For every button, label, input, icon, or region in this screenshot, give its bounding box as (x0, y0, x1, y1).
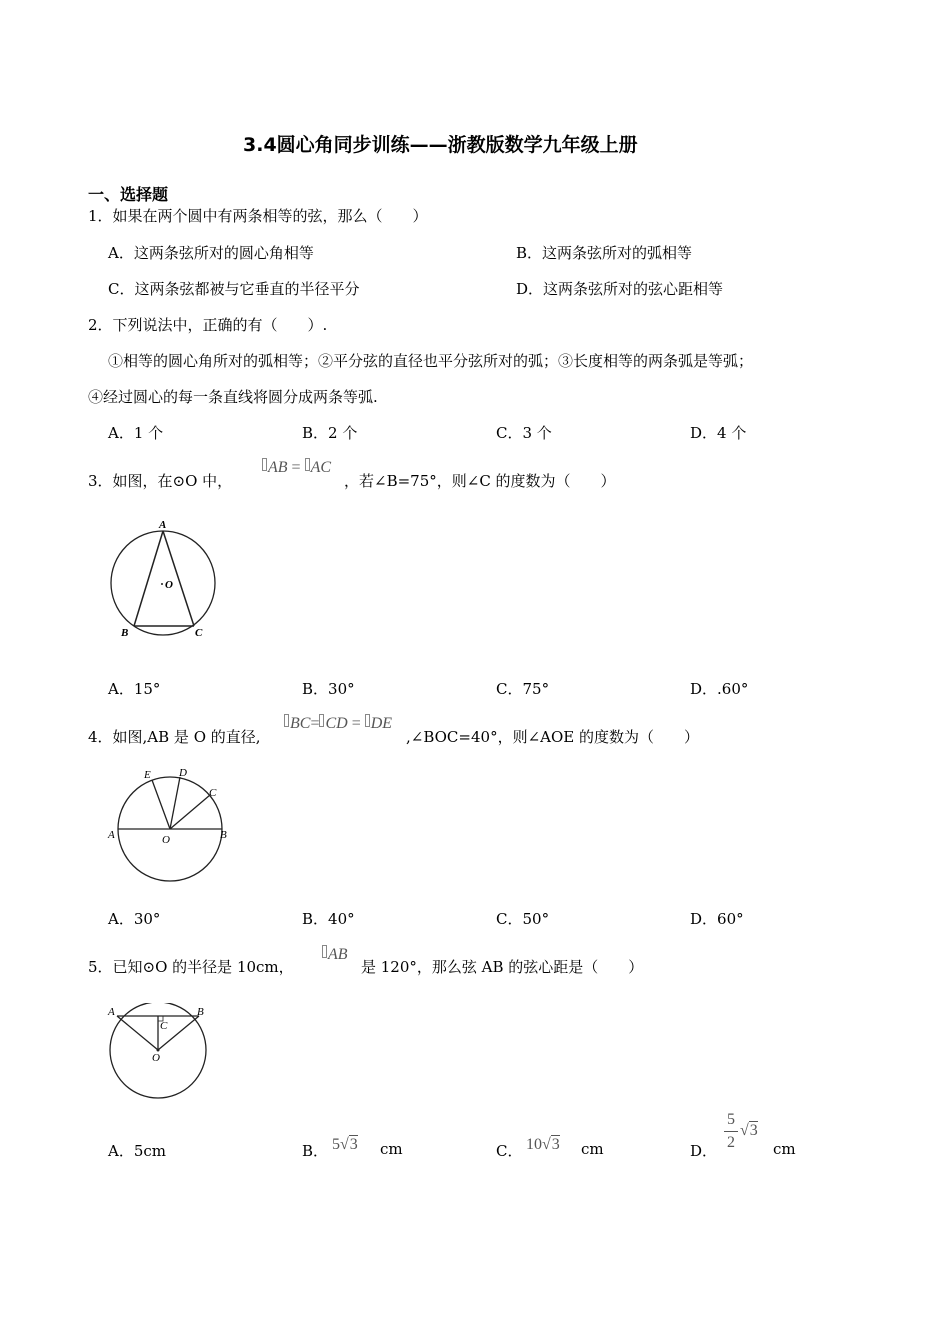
q4-label-b: B (220, 829, 227, 841)
q3-center-point (161, 583, 163, 585)
q4-option-b[interactable]: B．40° (302, 910, 355, 928)
q4-option-d[interactable]: D．60° (690, 910, 744, 928)
q5-option-b-unit: cm (380, 1140, 403, 1158)
q3-label-c: C (195, 627, 203, 639)
arc-ab: AB (328, 946, 348, 963)
q5-label-c: C (160, 1020, 168, 1032)
q4-stem-start: 4．如图,AB 是 O 的直径, (88, 728, 261, 746)
arc-bc: BC (290, 715, 311, 732)
q3-circle (111, 531, 215, 635)
q5-option-c-unit: cm (581, 1140, 604, 1158)
q5-option-c-label: C． (496, 1142, 523, 1160)
fraction-bar (724, 1131, 738, 1132)
q2-option-a[interactable]: A．1 个 (108, 424, 164, 442)
q5-label-o: O (152, 1052, 160, 1064)
q5-radius-oa (117, 1016, 158, 1050)
q5-option-d-radical (740, 1121, 758, 1140)
q5-stem-start: 5．已知⊙O 的半径是 10cm， (88, 958, 294, 976)
q4-label-d: D (179, 767, 187, 779)
equals-sign: = (287, 459, 305, 476)
q4-label-a: A (108, 829, 115, 841)
arc-marker (365, 714, 370, 727)
q5-label-b: B (197, 1006, 204, 1018)
coefficient: 5 (332, 1136, 340, 1153)
q2-option-d[interactable]: D．4 个 (690, 424, 747, 442)
q3-option-a[interactable]: A．15° (108, 680, 161, 698)
equals-sign: = (310, 715, 320, 732)
q3-arc-equation (262, 458, 331, 477)
page-title: 3.4圆心角同步训练——浙教版数学九年级上册 (243, 134, 638, 156)
q5-option-d[interactable] (690, 1140, 717, 1161)
section-heading: 一、选择题 (88, 185, 169, 204)
arc-marker (322, 945, 327, 958)
arc-cd: CD (325, 715, 348, 732)
radicand: 3 (349, 1136, 358, 1153)
fraction-numerator: 5 (727, 1111, 735, 1128)
q2-statement-line2: ④经过圆心的每一条直线将圆分成两条等弧. (88, 388, 378, 406)
q3-figure (105, 516, 225, 641)
q1-stem: 1．如果在两个圆中有两条相等的弦，那么（ ） (88, 207, 428, 225)
arc-ab: AB (268, 459, 288, 476)
q5-option-c-value (526, 1135, 560, 1154)
q5-arc-ab (322, 945, 348, 964)
coefficient: 10 (526, 1136, 542, 1153)
q5-option-d-unit: cm (773, 1140, 796, 1158)
q4-figure (104, 764, 234, 890)
q4-label-o: O (162, 834, 170, 846)
sqrt-symbol: √ (542, 1136, 551, 1153)
q3-option-c[interactable]: C．75° (496, 680, 550, 698)
q5-option-b-value (332, 1135, 358, 1154)
radicand: 3 (551, 1136, 560, 1153)
q1-option-a[interactable]: A．这两条弦所对的圆心角相等 (108, 244, 314, 262)
q5-option-a[interactable]: A．5cm (108, 1142, 167, 1160)
q3-chord-ab (134, 531, 163, 626)
equals-sign: = (347, 715, 365, 732)
q1-option-c[interactable]: C．这两条弦都被与它垂直的半径平分 (108, 280, 360, 298)
q2-stem: 2．下列说法中，正确的有（ ）. (88, 316, 328, 334)
q3-option-d[interactable]: D．.60° (690, 680, 749, 698)
q1-option-d[interactable]: D．这两条弦所对的弦心距相等 (516, 280, 724, 298)
arc-ac: AC (310, 459, 332, 476)
q5-label-a: A (108, 1006, 115, 1018)
sqrt-symbol: √ (740, 1122, 749, 1139)
q3-stem-start: 3．如图，在⊙O 中， (88, 472, 233, 490)
q4-option-c[interactable]: C．50° (496, 910, 550, 928)
q3-option-b[interactable]: B．30° (302, 680, 355, 698)
q4-label-c: C (209, 787, 217, 799)
fraction-denominator: 2 (727, 1134, 735, 1151)
q3-label-b: B (121, 627, 129, 639)
q4-option-a[interactable]: A．30° (108, 910, 161, 928)
q5-option-c[interactable] (496, 1140, 522, 1161)
q5-option-b-label: B． (302, 1142, 329, 1160)
q4-stem-end: ,∠BOC=40°，则∠AOE 的度数为（ ） (406, 728, 699, 746)
q3-label-o: O (165, 579, 173, 591)
q5-stem-end: 是 120°，那么弦 AB 的弦心距是（ ） (361, 958, 644, 976)
radicand: 3 (749, 1122, 758, 1139)
q1-option-b[interactable]: B．这两条弦所对的弧相等 (516, 244, 693, 262)
q5-figure (104, 1003, 214, 1099)
q5-option-b[interactable] (302, 1140, 328, 1161)
q3-stem-end: ，若∠B=75°，则∠C 的度数为（ ） (344, 472, 616, 490)
q2-option-b[interactable]: B．2 个 (302, 424, 358, 442)
q4-label-e: E (144, 769, 151, 781)
arc-marker (319, 714, 324, 727)
arc-marker (284, 714, 289, 727)
q5-option-d-label: D． (690, 1142, 718, 1160)
q4-arc-equation (284, 714, 392, 733)
sqrt-symbol: √ (340, 1136, 349, 1153)
q2-option-c[interactable]: C．3 个 (496, 424, 552, 442)
arc-de: DE (370, 715, 393, 732)
q3-label-a: A (159, 519, 167, 531)
arc-marker (262, 458, 267, 471)
q4-radius-oe (152, 780, 170, 829)
arc-marker (305, 458, 310, 471)
q2-statement-line1: ①相等的圆心角所对的弧相等；②平分弦的直径也平分弦所对的弧；③长度相等的两条弧是等弧； (108, 352, 754, 370)
